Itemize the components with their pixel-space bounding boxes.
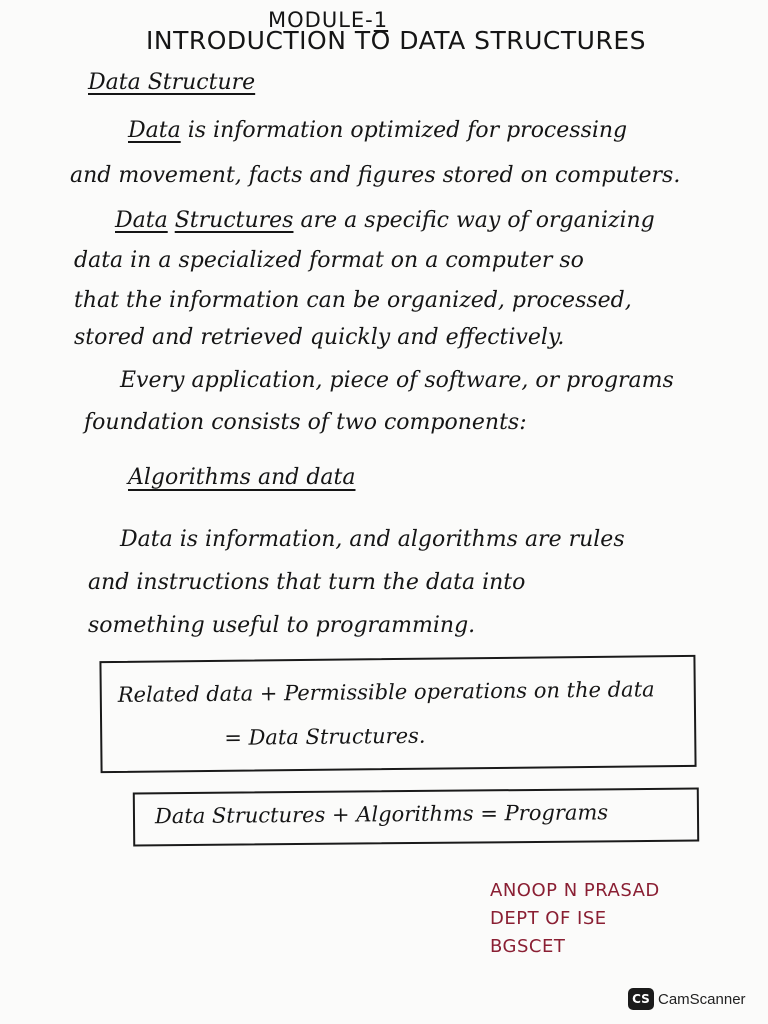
paragraph-2-line-1	[115, 208, 655, 233]
section-heading: Data Structure	[88, 70, 256, 95]
module-text: MODULE-	[268, 8, 374, 32]
author-college: BGSCET	[490, 936, 566, 957]
camscanner-logo-icon: CS	[628, 988, 654, 1010]
paragraph-2-line-4: stored and retrieved quickly and effectively.	[74, 325, 565, 350]
term-data: Data	[128, 118, 181, 143]
module-number: 1	[373, 8, 389, 32]
equation-1-line-1: Related data + Permissible operations on the data	[117, 677, 655, 707]
text-run: are a specific way of organizing	[293, 208, 655, 233]
paragraph-4-line-3: something useful to programming.	[88, 613, 476, 638]
paragraph-1-line-1	[128, 118, 627, 143]
paragraph-3-line-1: Every application, piece of software, or programs	[120, 368, 674, 393]
algorithms-heading: Algorithms and data	[128, 465, 356, 490]
term-structures: Structures	[174, 208, 294, 233]
equation-2: Data Structures + Algorithms = Programs	[154, 800, 609, 829]
paragraph-3-line-2: foundation consists of two components:	[84, 410, 527, 435]
author-name: ANOOP N PRASAD	[490, 880, 660, 901]
paragraph-1-line-2: and movement, facts and figures stored on computers.	[70, 163, 681, 188]
term-data-2: Data	[115, 208, 168, 233]
camscanner-watermark	[628, 988, 746, 1010]
equation-box-2	[133, 788, 699, 847]
paragraph-4-line-1: Data is information, and algorithms are rules	[120, 527, 625, 552]
text-run: is information optimized for processing	[180, 118, 628, 143]
equation-1-line-2: = Data Structures.	[224, 723, 426, 750]
page-title: INTRODUCTION TO DATA STRUCTURES	[146, 26, 646, 55]
paragraph-4-line-2: and instructions that turn the data into	[88, 570, 526, 595]
camscanner-text: CamScanner	[658, 990, 746, 1008]
paragraph-2-line-2: data in a specialized format on a computer so	[74, 248, 584, 273]
paragraph-2-line-3: that the information can be organized, processed,	[74, 288, 632, 313]
author-dept: DEPT OF ISE	[490, 908, 607, 929]
equation-box-1	[99, 655, 696, 773]
